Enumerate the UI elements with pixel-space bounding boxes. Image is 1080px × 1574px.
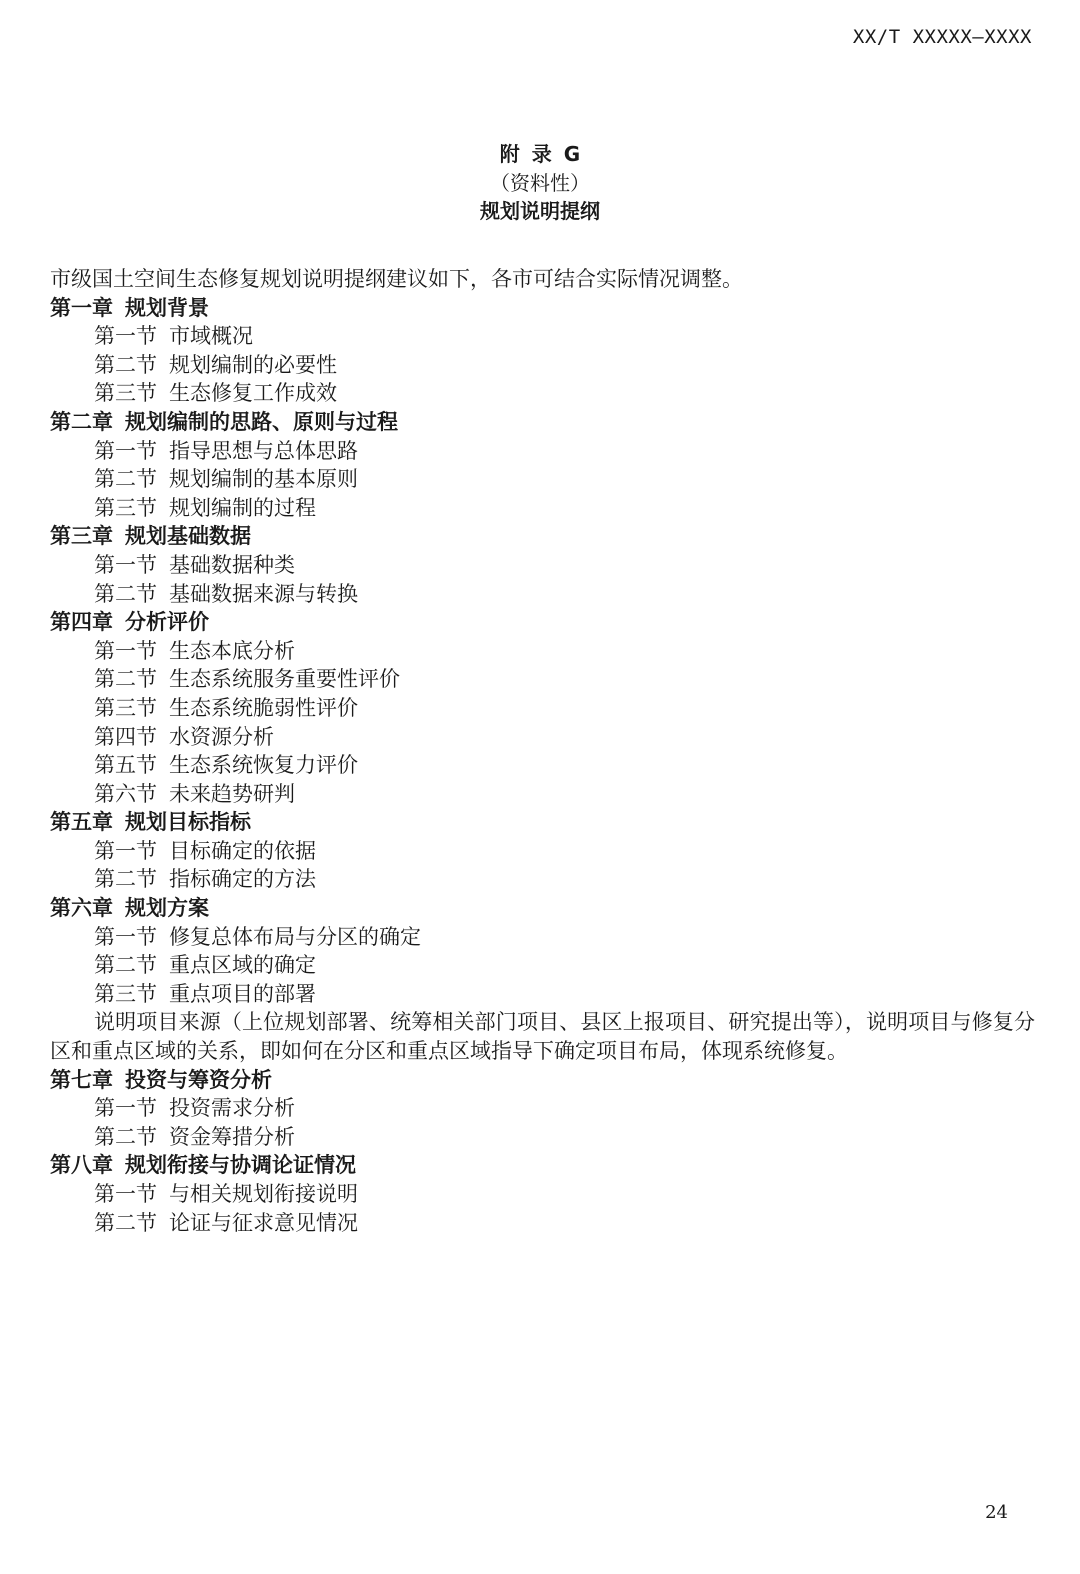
chapter-title: 规划基础数据 bbox=[125, 524, 251, 549]
section-title: 与相关规划衔接说明 bbox=[169, 1182, 358, 1206]
section-title: 资金筹措分析 bbox=[169, 1124, 295, 1149]
chapter-label: 第六章 bbox=[50, 896, 113, 921]
section-label: 第一节 bbox=[94, 638, 157, 663]
section-label: 第二节 bbox=[94, 667, 157, 692]
section-item bbox=[50, 665, 1035, 694]
section-item bbox=[50, 494, 1035, 523]
section-title: 论证与征求意见情况 bbox=[169, 1210, 358, 1235]
outline bbox=[50, 265, 1035, 1237]
section-item bbox=[50, 951, 1035, 980]
chapter-title: 分析评价 bbox=[125, 610, 209, 635]
section-label: 第一节 bbox=[94, 552, 157, 577]
section-label: 第二节 bbox=[94, 1124, 157, 1149]
chapter-title: 规划方案 bbox=[125, 896, 209, 921]
section-item bbox=[50, 980, 1035, 1009]
section-title: 重点区域的确定 bbox=[169, 953, 316, 978]
chapter-title: 规划衔接与协调论证情况 bbox=[125, 1153, 356, 1178]
chapter-label: 第七章 bbox=[50, 1067, 113, 1092]
section-item bbox=[50, 923, 1035, 952]
doc-code: XX/T XXXXX—XXXX bbox=[852, 26, 1032, 48]
section-item bbox=[50, 1180, 1035, 1209]
section-label: 第一节 bbox=[94, 1096, 157, 1121]
section-title: 生态系统脆弱性评价 bbox=[169, 695, 358, 720]
appendix-nature: （资料性） bbox=[490, 170, 590, 195]
section-item bbox=[50, 1209, 1035, 1238]
chapter-label: 第三章 bbox=[50, 524, 113, 549]
section-item bbox=[50, 351, 1035, 380]
chapter-heading bbox=[50, 408, 1035, 437]
section-title: 修复总体布局与分区的确定 bbox=[169, 924, 421, 949]
section-item bbox=[50, 637, 1035, 666]
section-label: 第一节 bbox=[94, 924, 157, 949]
chapter-label: 第四章 bbox=[50, 610, 113, 635]
section-item bbox=[50, 580, 1035, 609]
section-title: 规划编制的基本原则 bbox=[169, 467, 358, 492]
section-label: 第一节 bbox=[94, 1182, 157, 1206]
chapter-label: 第五章 bbox=[50, 810, 113, 835]
section-label: 第二节 bbox=[94, 352, 157, 377]
section-label: 第四节 bbox=[94, 724, 157, 749]
section-label: 第二节 bbox=[94, 867, 157, 892]
chapter-heading bbox=[50, 1151, 1035, 1180]
section-label: 第三节 bbox=[94, 495, 157, 520]
section-item bbox=[50, 865, 1035, 894]
section-item bbox=[50, 751, 1035, 780]
title-block bbox=[0, 140, 1080, 226]
chapter-heading bbox=[50, 1066, 1035, 1095]
section-item bbox=[50, 379, 1035, 408]
section-title: 投资需求分析 bbox=[169, 1096, 295, 1121]
appendix-title: 附录G bbox=[499, 142, 593, 166]
section-title: 水资源分析 bbox=[169, 724, 274, 749]
section-label: 第二节 bbox=[94, 581, 157, 606]
intro-text: 市级国土空间生态修复规划说明提纲建议如下，各市可结合实际情况调整。 bbox=[50, 267, 743, 291]
chapter-note: 说明项目来源（上位规划部署、统筹相关部门项目、县区上报项目、研究提出等），说明项目与修复分区和重点区域的关系，即如何在分区和重点区域指导下确定项目布局，体现系统修复。 bbox=[50, 1010, 1035, 1064]
section-title: 生态本底分析 bbox=[169, 638, 295, 663]
section-label: 第一节 bbox=[94, 324, 157, 349]
section-title: 未来趋势研判 bbox=[169, 781, 295, 806]
section-item bbox=[50, 694, 1035, 723]
section-item bbox=[50, 437, 1035, 466]
chapter-title: 投资与筹资分析 bbox=[125, 1067, 272, 1092]
section-title: 基础数据种类 bbox=[169, 552, 295, 577]
section-item bbox=[50, 780, 1035, 809]
section-title: 生态系统服务重要性评价 bbox=[169, 667, 400, 692]
chapter-title: 规划编制的思路、原则与过程 bbox=[125, 409, 398, 434]
chapter-heading bbox=[50, 808, 1035, 837]
chapter-heading bbox=[50, 894, 1035, 923]
section-title: 生态系统恢复力评价 bbox=[169, 753, 358, 778]
page-number: 24 bbox=[985, 1502, 1008, 1523]
section-item bbox=[50, 1094, 1035, 1123]
section-item bbox=[50, 551, 1035, 580]
appendix-name: 规划说明提纲 bbox=[480, 199, 600, 223]
section-label: 第一节 bbox=[94, 838, 157, 863]
section-item bbox=[50, 1123, 1035, 1152]
chapter-title: 规划背景 bbox=[125, 295, 209, 320]
section-title: 指标确定的方法 bbox=[169, 867, 316, 892]
section-label: 第二节 bbox=[94, 467, 157, 492]
section-title: 市域概况 bbox=[169, 324, 253, 349]
section-item bbox=[50, 837, 1035, 866]
chapter-heading bbox=[50, 522, 1035, 551]
section-title: 基础数据来源与转换 bbox=[169, 581, 358, 606]
chapter-label: 第八章 bbox=[50, 1153, 113, 1178]
section-item bbox=[50, 723, 1035, 752]
section-title: 规划编制的过程 bbox=[169, 495, 316, 520]
section-title: 生态修复工作成效 bbox=[169, 381, 337, 406]
section-title: 指导思想与总体思路 bbox=[169, 438, 358, 463]
chapter-heading bbox=[50, 294, 1035, 323]
chapter-heading bbox=[50, 608, 1035, 637]
section-item bbox=[50, 465, 1035, 494]
section-label: 第二节 bbox=[94, 1210, 157, 1235]
chapter-label: 第二章 bbox=[50, 409, 113, 434]
section-label: 第二节 bbox=[94, 953, 157, 978]
chapter-title: 规划目标指标 bbox=[125, 810, 251, 835]
section-label: 第三节 bbox=[94, 381, 157, 406]
section-item bbox=[50, 322, 1035, 351]
section-title: 规划编制的必要性 bbox=[169, 352, 337, 377]
section-title: 重点项目的部署 bbox=[169, 981, 316, 1006]
section-label: 第六节 bbox=[94, 781, 157, 806]
section-label: 第一节 bbox=[94, 438, 157, 463]
section-title: 目标确定的依据 bbox=[169, 838, 316, 863]
section-label: 第三节 bbox=[94, 981, 157, 1006]
chapter-label: 第一章 bbox=[50, 295, 113, 320]
section-label: 第三节 bbox=[94, 695, 157, 720]
section-label: 第五节 bbox=[94, 753, 157, 778]
